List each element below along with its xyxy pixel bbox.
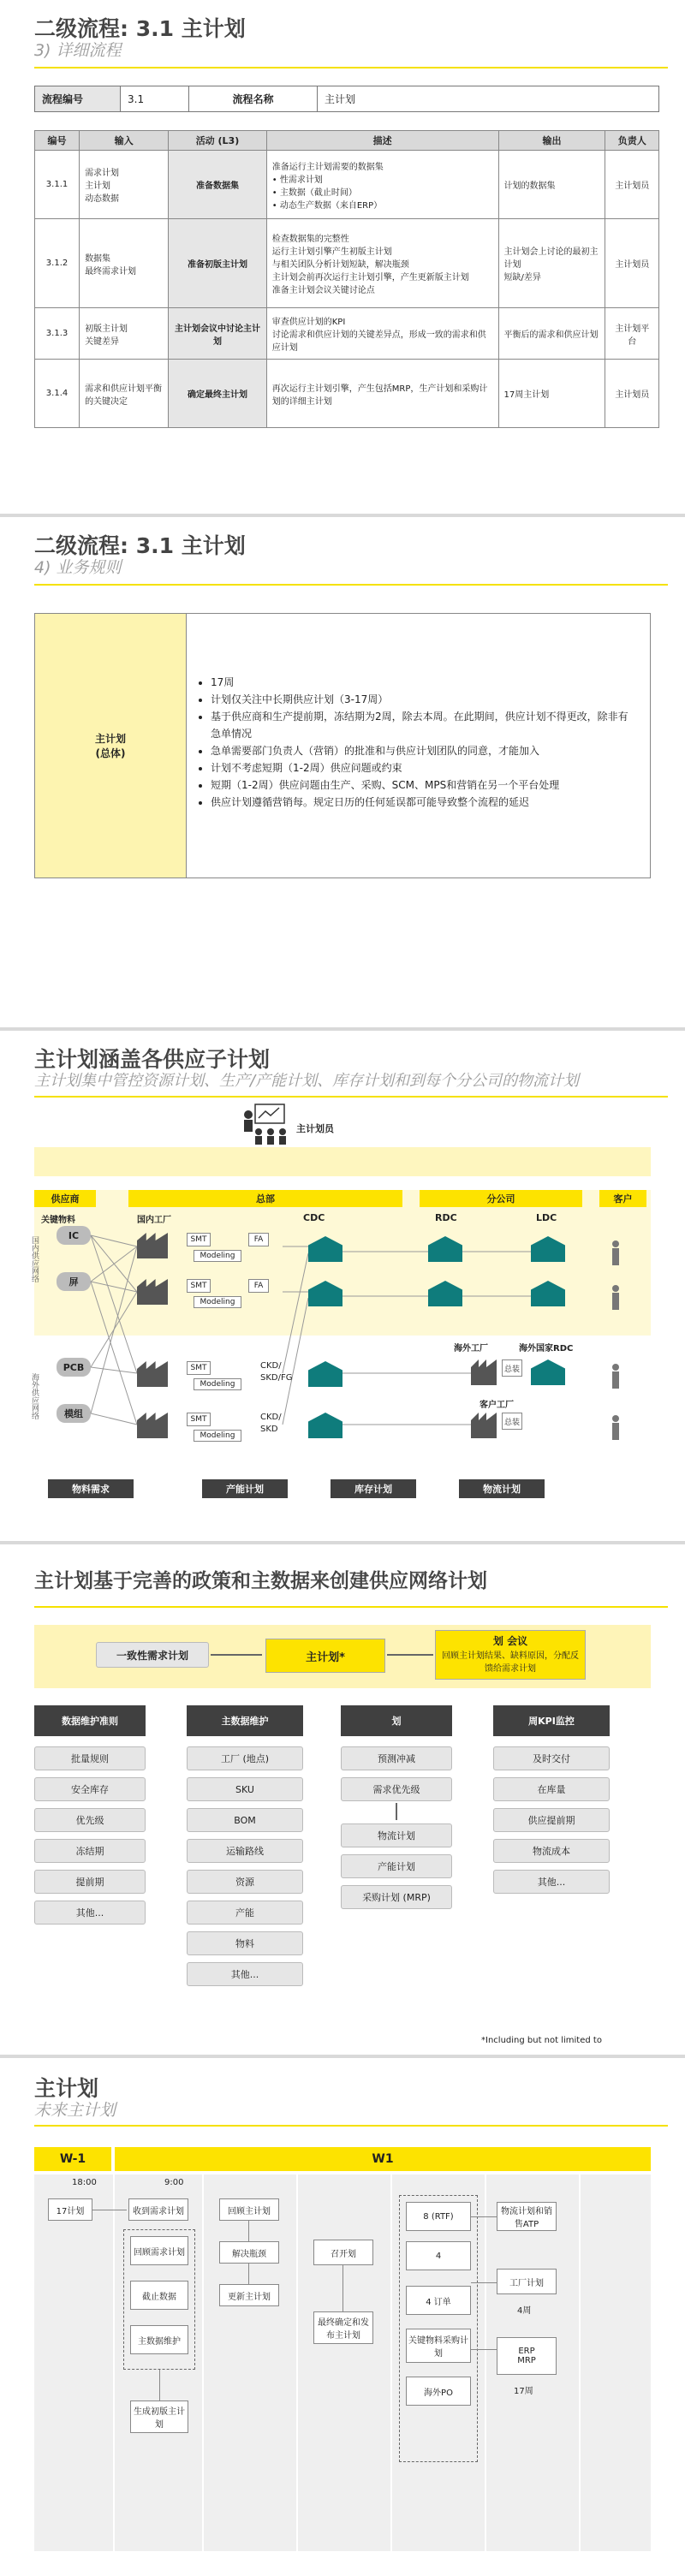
arrow bbox=[471, 2216, 497, 2217]
arrow bbox=[248, 2221, 249, 2241]
flow-box: ERP MRP bbox=[497, 2337, 557, 2375]
process-header-table bbox=[34, 86, 659, 112]
page-title: 主计划基于完善的政策和主数据来创建供应网络计划 bbox=[34, 1570, 487, 1592]
slide-supply-network bbox=[0, 1031, 685, 1541]
process-id-value: 3.1 bbox=[121, 86, 189, 112]
divider bbox=[34, 2125, 668, 2127]
weeks-label: 17周 bbox=[514, 2387, 533, 2396]
flow-box: 4 订单 bbox=[406, 2286, 471, 2315]
col-head-data-rules: 数据维护准则 bbox=[34, 1705, 146, 1736]
list-item: 产能 bbox=[187, 1901, 303, 1925]
list-item: 其他... bbox=[493, 1870, 610, 1894]
footnote: *Including but not limited to bbox=[481, 2036, 602, 2045]
cell-id: 3.1.2 bbox=[35, 219, 80, 308]
table-header-row bbox=[35, 131, 659, 151]
cell-owner: 主计划员 bbox=[605, 151, 659, 219]
list-item: 物流成本 bbox=[493, 1839, 610, 1863]
smt-box: SMT bbox=[187, 1413, 211, 1426]
cell-output: 17周主计划 bbox=[498, 360, 605, 428]
cell-id: 3.1.4 bbox=[35, 360, 80, 428]
list-item: 物流计划 bbox=[341, 1823, 452, 1847]
divider bbox=[34, 67, 668, 68]
col-header: 输出 bbox=[498, 131, 605, 151]
list-item: 在库量 bbox=[493, 1777, 610, 1801]
overseas-factory-label: 海外工厂 bbox=[454, 1344, 488, 1353]
cdc-label: CDC bbox=[303, 1212, 325, 1223]
flow-box: 更新主计划 bbox=[219, 2284, 279, 2306]
list-item: 产能计划 bbox=[341, 1854, 452, 1878]
plan-logistics: 物流计划 bbox=[459, 1479, 545, 1498]
rdc-label: RDC bbox=[435, 1212, 457, 1223]
slide-business-rules bbox=[0, 517, 685, 1027]
flow-box: 最终确定和发布主计划 bbox=[313, 2311, 373, 2344]
list-item: 安全库存 bbox=[34, 1777, 146, 1801]
col-header: 活动 (L3) bbox=[169, 131, 267, 151]
customer-factory-label: 客户工厂 bbox=[480, 1401, 514, 1410]
meeting-body: 回顾主计划结果、缺料原因，分配反馈给需求计划 bbox=[442, 1651, 579, 1674]
rules-category: 主计划 (总体) bbox=[35, 614, 187, 878]
cell-desc: 准备运行主计划需要的数据集 • 性需求计划 • 主数据（截止时间） • 动态生产数据（来自ERP） bbox=[266, 151, 498, 219]
col-head-kpi: 周KPI监控 bbox=[493, 1705, 610, 1736]
list-item: SKU bbox=[187, 1777, 303, 1801]
flow-box: 海外PO bbox=[406, 2377, 471, 2406]
cell-activity: 确定最终主计划 bbox=[169, 360, 267, 428]
list-item: 批量规则 bbox=[34, 1746, 146, 1770]
arrow bbox=[342, 2265, 343, 2311]
flow-box: 4 bbox=[406, 2241, 471, 2270]
customer-icon bbox=[610, 1414, 622, 1440]
flow-box: 收到需求计划 bbox=[128, 2198, 188, 2221]
flow-box: 8 (RTF) bbox=[406, 2202, 471, 2231]
slide-detailed-process bbox=[0, 0, 685, 514]
arrow bbox=[471, 2282, 497, 2283]
arrow bbox=[159, 2370, 160, 2400]
col-head-planning: 划 bbox=[341, 1705, 452, 1736]
flow-box: 解决瓶颈 bbox=[219, 2241, 279, 2264]
weeks-label: 4周 bbox=[517, 2306, 532, 2316]
cell-id: 3.1.1 bbox=[35, 151, 80, 219]
page-subtitle: 4) 业务规则 bbox=[34, 558, 122, 577]
material-ic: IC bbox=[57, 1226, 91, 1245]
list-item: 采购计划 (MRP) bbox=[341, 1885, 452, 1909]
column-divider bbox=[485, 2174, 486, 2551]
cell-input: 需求和供应计划平衡的关键决定 bbox=[80, 360, 169, 428]
customer-icon bbox=[610, 1284, 622, 1310]
fa-box: FA bbox=[248, 1279, 269, 1293]
cell-output: 计划的数据集 bbox=[498, 151, 605, 219]
meeting-box bbox=[435, 1630, 586, 1680]
modeling-box: Modeling bbox=[194, 1430, 241, 1442]
overseas-rdc-label: 海外国家RDC bbox=[519, 1344, 574, 1353]
cell-activity: 主计划会议中讨论主计划 bbox=[169, 308, 267, 360]
flow-box: 17计划 bbox=[48, 2198, 92, 2221]
ldc-label: LDC bbox=[536, 1212, 557, 1223]
page-title: 二级流程: 3.1 主计划 bbox=[34, 533, 246, 558]
slide-policy-masterdata bbox=[0, 1544, 685, 2055]
list-item: 其他... bbox=[187, 1962, 303, 1986]
cell-desc: 检查数据集的完整性 运行主计划引擎产生初版主计划 与相关团队分析计划短缺，解决瓶颈 主计划会前再次运行主计划引擎，产生更新版主计划 准备主计划会议关键讨论点 bbox=[266, 219, 498, 308]
process-name-value: 主计划 bbox=[318, 86, 659, 112]
overseas-network-label: 海外供应网络 bbox=[30, 1373, 39, 1419]
list-item: 冻结期 bbox=[34, 1839, 146, 1863]
fa-box: FA bbox=[248, 1233, 269, 1246]
material-pcb: PCB bbox=[57, 1358, 91, 1377]
col-head-master-data: 主数据维护 bbox=[187, 1705, 303, 1736]
col-header: 负责人 bbox=[605, 131, 659, 151]
cell-owner: 主计划员 bbox=[605, 360, 659, 428]
domestic-network-label: 国内供应网络 bbox=[30, 1236, 39, 1282]
rules-box bbox=[34, 613, 651, 878]
divider bbox=[34, 584, 668, 586]
band-supplier: 供应商 bbox=[34, 1190, 96, 1207]
cell-owner: 主计划平台 bbox=[605, 308, 659, 360]
table-row bbox=[35, 308, 659, 360]
list-item: 其他... bbox=[34, 1901, 146, 1925]
list-item: 预测冲减 bbox=[341, 1746, 452, 1770]
cell-output: 平衡后的需求和供应计划 bbox=[498, 308, 605, 360]
ckd-label: SKD bbox=[260, 1425, 278, 1434]
list-item: 工厂 (地点) bbox=[187, 1746, 303, 1770]
list-item: 供应提前期 bbox=[493, 1808, 610, 1832]
cell-desc: 再次运行主计划引擎，产生包括MRP，生产计划和采购计划的详细主计划 bbox=[266, 360, 498, 428]
column-divider bbox=[202, 2174, 204, 2551]
factory-icon bbox=[471, 1359, 497, 1385]
time-label: 18:00 bbox=[72, 2178, 97, 2187]
column-divider bbox=[296, 2174, 298, 2551]
key-material-label: 关键物料 bbox=[41, 1216, 75, 1225]
consensus-demand-box: 一致性需求计划 bbox=[96, 1642, 209, 1668]
plan-material: 物料需求 bbox=[48, 1479, 134, 1498]
rule-item: • 计划仅关注中长期供应计划（3-17周） bbox=[211, 691, 638, 708]
arrow bbox=[387, 1654, 433, 1656]
meeting-title: 划 会议 bbox=[492, 1635, 528, 1647]
flow-box: 截止数据 bbox=[130, 2281, 188, 2310]
customer-icon bbox=[610, 1240, 622, 1265]
divider bbox=[34, 1606, 668, 1608]
assembly-box: 总装 bbox=[502, 1413, 522, 1430]
list-item: 提前期 bbox=[34, 1870, 146, 1894]
rule-item: • 供应计划遵循营销每。规定日历的任何延误都可能导致整个流程的延迟 bbox=[211, 794, 638, 811]
time-label: 9:00 bbox=[164, 2178, 184, 2187]
customer-icon bbox=[610, 1363, 622, 1389]
list-item: 优先级 bbox=[34, 1808, 146, 1832]
arrow bbox=[396, 1803, 397, 1820]
flow-box: 生成初版主计划 bbox=[130, 2400, 188, 2433]
rule-item: • 急单需要部门负责人（营销）的批准和与供应计划团队的同意，才能加入 bbox=[211, 742, 638, 759]
col-header: 描述 bbox=[266, 131, 498, 151]
list-item: 需求优先级 bbox=[341, 1777, 452, 1801]
modeling-box: Modeling bbox=[194, 1378, 241, 1390]
master-plan-box: 主计划* bbox=[265, 1639, 385, 1673]
cell-input: 初版主计划 关键差异 bbox=[80, 308, 169, 360]
column-divider bbox=[390, 2174, 392, 2551]
flow-box: 回顾需求计划 bbox=[130, 2236, 188, 2265]
material-screen: 屏 bbox=[57, 1272, 91, 1291]
modeling-box: Modeling bbox=[194, 1296, 241, 1308]
flow-box: 回顾主计划 bbox=[219, 2198, 279, 2221]
band-branch: 分公司 bbox=[420, 1190, 582, 1207]
flow-box: 物流计划和销售ATP bbox=[497, 2202, 557, 2231]
assembly-box: 总装 bbox=[502, 1359, 522, 1377]
ckd-label: CKD/ bbox=[260, 1361, 282, 1371]
modeling-box: Modeling bbox=[194, 1250, 241, 1262]
week-current-header: W1 bbox=[115, 2147, 651, 2171]
planner-label: 主计划员 bbox=[296, 1123, 334, 1134]
arrow bbox=[248, 2264, 249, 2284]
col-header: 编号 bbox=[35, 131, 80, 151]
cell-id: 3.1.3 bbox=[35, 308, 80, 360]
week-prev-header: W-1 bbox=[34, 2147, 111, 2171]
ckd-label: SKD/FG bbox=[260, 1373, 293, 1383]
rule-item: • 短期（1-2周）供应问题由生产、采购、SCM、MPS和营销在另一个平台处理 bbox=[211, 776, 638, 794]
page-subtitle: 3) 详细流程 bbox=[34, 41, 122, 60]
smt-box: SMT bbox=[187, 1279, 211, 1293]
process-name-label: 流程名称 bbox=[189, 86, 318, 112]
page-title: 主计划涵盖各供应子计划 bbox=[34, 1047, 271, 1072]
plan-capacity: 产能计划 bbox=[202, 1479, 288, 1498]
cell-activity: 准备数据集 bbox=[169, 151, 267, 219]
page-subtitle: 主计划集中管控资源计划、生产/产能计划、库存计划和到每个分公司的物流计划 bbox=[34, 1072, 580, 1090]
network-lines bbox=[0, 1031, 685, 1541]
rule-item: • 17周 bbox=[211, 674, 638, 691]
cell-owner: 主计划员 bbox=[605, 219, 659, 308]
smt-box: SMT bbox=[187, 1233, 211, 1246]
page-title: 主计划 bbox=[34, 2076, 99, 2101]
rules-list bbox=[187, 614, 650, 878]
list-item: 及时交付 bbox=[493, 1746, 610, 1770]
list-item: 物料 bbox=[187, 1931, 303, 1955]
ckd-label: CKD/ bbox=[260, 1413, 282, 1422]
page-title: 二级流程: 3.1 主计划 bbox=[34, 16, 246, 41]
cell-output: 主计划会上讨论的最初主计划 短缺/差异 bbox=[498, 219, 605, 308]
column-divider bbox=[579, 2174, 581, 2551]
list-item: 资源 bbox=[187, 1870, 303, 1894]
factory-icon bbox=[471, 1413, 497, 1438]
flow-box: 关键物料采购计划 bbox=[406, 2329, 471, 2363]
table-row bbox=[35, 219, 659, 308]
list-item: 运输路线 bbox=[187, 1839, 303, 1863]
cell-input: 数据集 最终需求计划 bbox=[80, 219, 169, 308]
flow-box: 工厂计划 bbox=[497, 2269, 557, 2294]
rule-item: • 计划不考虑短期（1-2周）供应问题或约束 bbox=[211, 759, 638, 776]
table-row bbox=[35, 360, 659, 428]
slide-future-master-plan bbox=[0, 2058, 685, 2576]
page-subtitle: 未来主计划 bbox=[34, 2101, 116, 2120]
smt-box: SMT bbox=[187, 1361, 211, 1375]
arrow bbox=[211, 1654, 262, 1656]
column-divider bbox=[113, 2174, 115, 2551]
process-id-label: 流程编号 bbox=[35, 86, 121, 112]
arrow bbox=[471, 2349, 497, 2350]
cell-desc: 审查供应计划的KPI 讨论需求和供应计划的关键差异点，形成一致的需求和供应计划 bbox=[266, 308, 498, 360]
col-header: 输入 bbox=[80, 131, 169, 151]
rule-item: • 基于供应商和生产提前期，冻结期为2周，除去本周。在此期间，供应计划不得更改，除非有急单情况 bbox=[211, 708, 638, 742]
material-module: 模组 bbox=[57, 1404, 91, 1423]
flow-box: 主数据维护 bbox=[130, 2325, 188, 2354]
flow-box: 召开划 bbox=[313, 2240, 373, 2265]
band-hq: 总部 bbox=[128, 1190, 402, 1207]
activity-table bbox=[34, 130, 659, 428]
band-customer: 客户 bbox=[599, 1190, 646, 1207]
cell-input: 需求计划 主计划 动态数据 bbox=[80, 151, 169, 219]
plan-inventory: 库存计划 bbox=[331, 1479, 416, 1498]
cell-activity: 准备初版主计划 bbox=[169, 219, 267, 308]
list-item: BOM bbox=[187, 1808, 303, 1832]
domestic-factory-label: 国内工厂 bbox=[137, 1216, 171, 1225]
table-row bbox=[35, 151, 659, 219]
